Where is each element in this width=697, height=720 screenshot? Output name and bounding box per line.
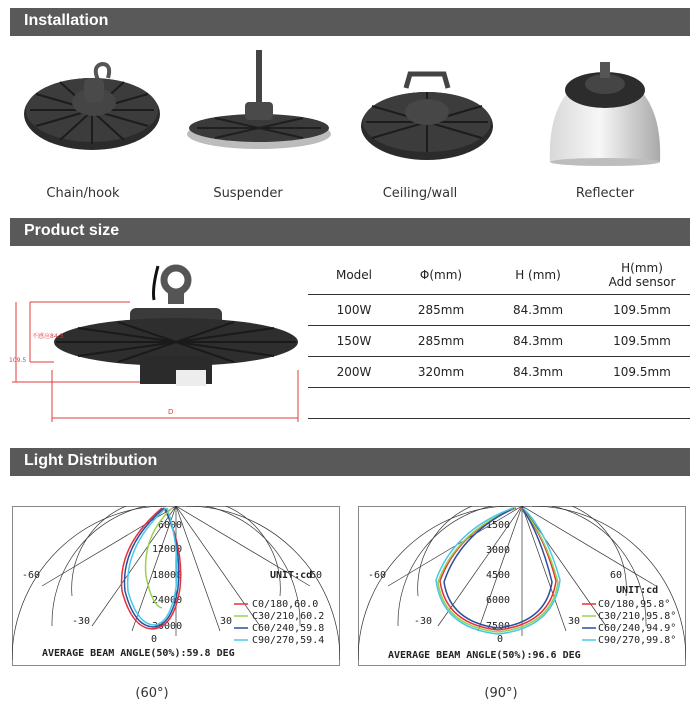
sensor-height-label: 不感应84.3 (32, 333, 64, 340)
legend-item: C60/240,59.8 (252, 623, 325, 634)
light-distribution-header (10, 448, 690, 476)
angle-label: 30 (220, 616, 233, 627)
angle-label: -30 (72, 616, 91, 627)
legend-item: C30/210,60.2 (252, 611, 325, 622)
table-cell: 109.5mm (594, 326, 690, 357)
section-title: Product size (24, 222, 120, 239)
unit-label: UNIT:cd (270, 570, 313, 581)
header-height-sensor: H(mm) Add sensor (594, 256, 690, 295)
header-diameter: Φ(mm) (400, 256, 482, 295)
height-label: 109.5 (9, 357, 27, 364)
ring-label: 3000 (486, 545, 511, 556)
table-cell: 84.3mm (482, 326, 594, 357)
caption-ceiling-wall: Ceiling/wall (382, 186, 458, 201)
ring-label: 12000 (152, 544, 183, 555)
suspender-lamp-image (185, 50, 333, 155)
angle-label: -60 (368, 570, 387, 581)
legend-item: C90/270,99.8° (598, 635, 677, 646)
beam-angle-label: AVERAGE BEAM ANGLE(50%):59.8 DEG (42, 648, 235, 659)
angle-label: -60 (22, 570, 41, 581)
spec-table (308, 256, 690, 450)
legend-item: C0/180,95.8° (598, 599, 671, 610)
angle-label: -30 (414, 616, 433, 627)
ceiling-wall-lamp-image (358, 66, 496, 166)
table-cell: 285mm (400, 326, 482, 357)
legend-item: C0/180,60.0 (252, 599, 319, 610)
ring-label: 18000 (152, 570, 183, 581)
ring-label: 4500 (486, 570, 511, 581)
unit-label: UNIT:cd (616, 585, 659, 596)
table-cell: 150W (308, 326, 400, 357)
table-row-empty (308, 419, 690, 450)
caption-chain-hook: Chain/hook (46, 186, 120, 201)
ring-label: 6000 (486, 595, 511, 606)
caption-reflecter: Reflecter (575, 186, 635, 201)
header-height: H (mm) (482, 256, 594, 295)
ring-label: 7500 (486, 621, 511, 632)
table-row (308, 326, 690, 357)
section-title: Installation (24, 12, 109, 29)
legend-item: C60/240,94.9° (598, 623, 677, 634)
product-size-header (10, 218, 690, 246)
angle-label: 0 (151, 634, 158, 645)
product-dimension-drawing (8, 258, 304, 428)
ring-label: 1500 (486, 520, 511, 531)
table-row (308, 295, 690, 326)
table-cell: 84.3mm (482, 357, 594, 388)
legend-item: C90/270,59.4 (252, 635, 325, 646)
angle-label: 60 (310, 570, 323, 581)
polar-chart-60 (12, 506, 340, 666)
header-model: Model (308, 256, 400, 295)
table-cell: 84.3mm (482, 295, 594, 326)
table-header-row (308, 256, 690, 295)
table-cell: 109.5mm (594, 295, 690, 326)
table-cell: 200W (308, 357, 400, 388)
angle-label: 30 (568, 616, 581, 627)
table-row (308, 357, 690, 388)
chain-hook-lamp-image (20, 58, 165, 163)
chart-caption-60: (60°) (135, 686, 169, 701)
ring-label: 30000 (152, 621, 183, 632)
reflector-lamp-image (546, 56, 664, 168)
section-title: Light Distribution (24, 452, 158, 469)
table-cell: 109.5mm (594, 357, 690, 388)
ring-label: 24000 (152, 595, 183, 606)
diameter-label: D (168, 408, 174, 416)
angle-label: 0 (497, 634, 504, 645)
table-row-empty (308, 388, 690, 419)
legend-item: C30/210,95.8° (598, 611, 677, 622)
chart-caption-90: (90°) (484, 686, 518, 701)
caption-suspender: Suspender (213, 186, 283, 201)
angle-label: 60 (610, 570, 623, 581)
polar-chart-90 (358, 506, 686, 666)
ring-label: 6000 (158, 520, 183, 531)
installation-header (10, 8, 690, 36)
table-cell: 320mm (400, 357, 482, 388)
table-cell: 100W (308, 295, 400, 326)
beam-angle-label: AVERAGE BEAM ANGLE(50%):96.6 DEG (388, 650, 581, 661)
table-cell: 285mm (400, 295, 482, 326)
